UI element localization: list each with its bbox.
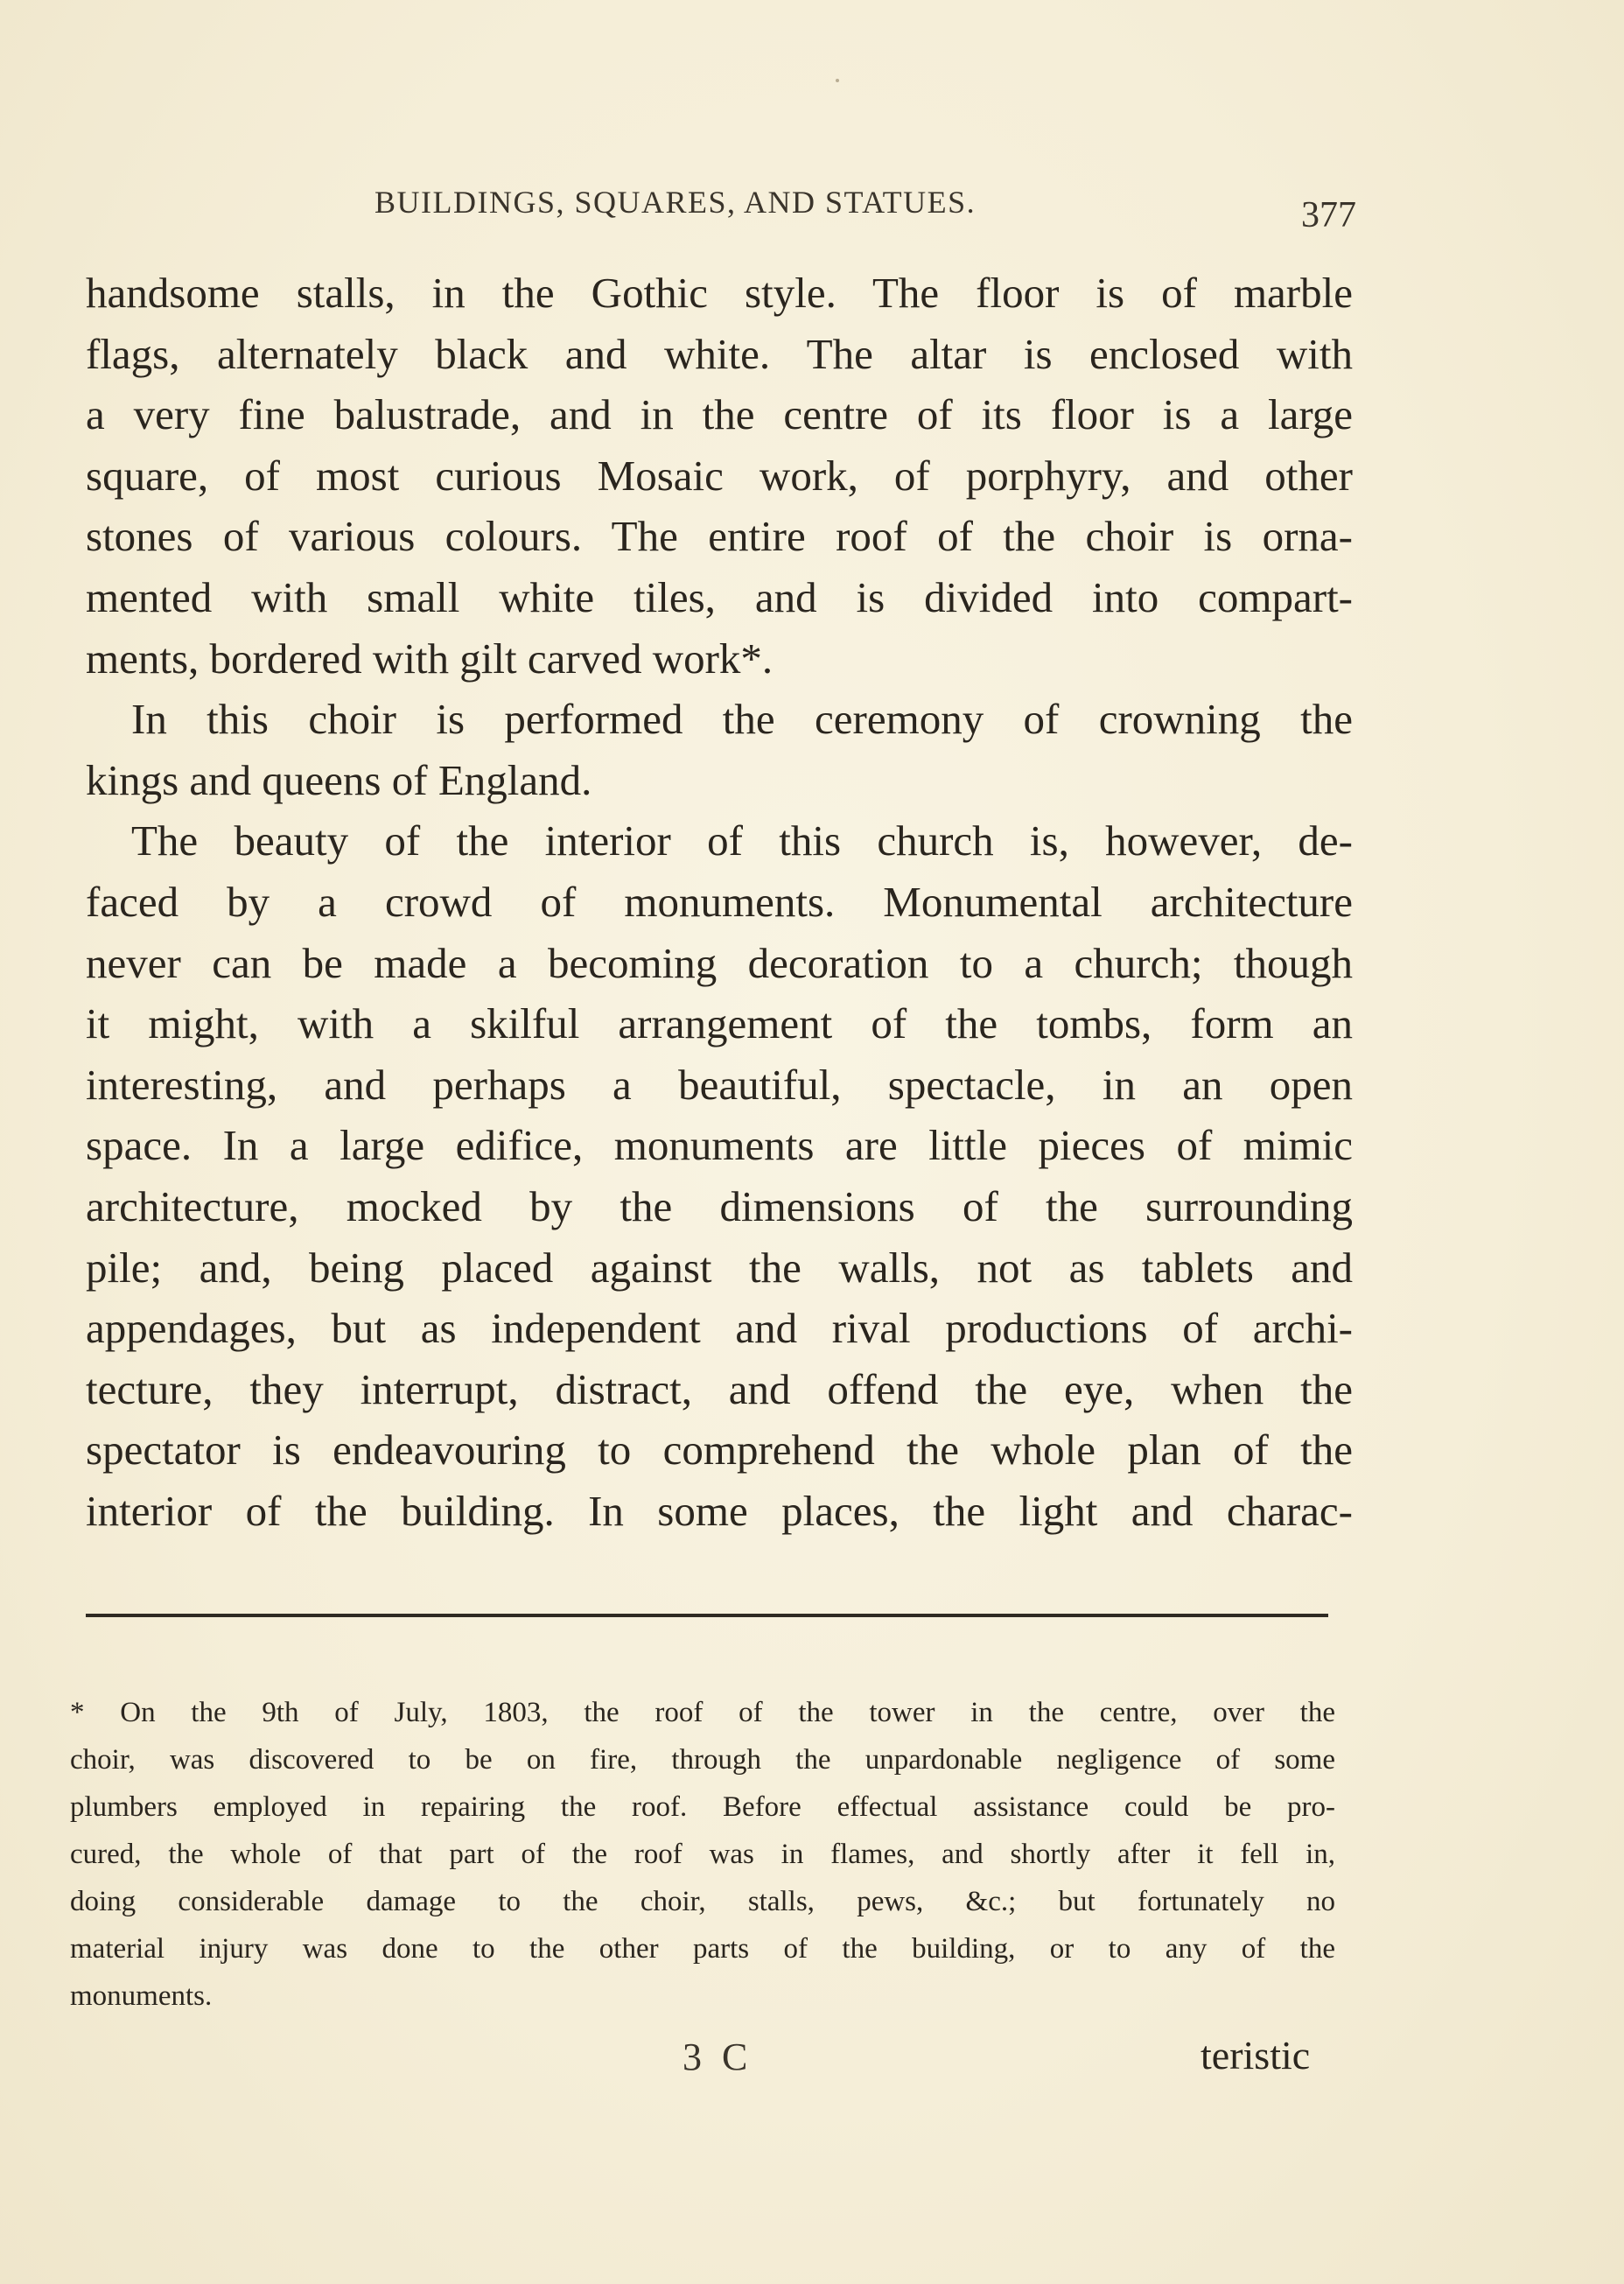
print-speck — [836, 79, 839, 82]
page-number: 377 — [1301, 195, 1356, 235]
text-line: tecture, they interrupt, distract, and offend the eye, when the — [86, 1364, 1353, 1413]
text-line: interior of the building. In some places, the light and charac- — [86, 1486, 1353, 1535]
footnote-line: choir, was discovered to be on fire, through the unpardonable negligence of some — [70, 1744, 1335, 1776]
footnote-line: plumbers employed in repairing the roof. Before effectual assistance could be pro- — [70, 1791, 1335, 1823]
text-line: mented with small white tiles, and is divided into compart- — [86, 572, 1353, 621]
footnote-line: cured, the whole of that part of the roof was in flames, and shortly after it fell in, — [70, 1839, 1335, 1870]
footnote — [70, 1689, 1335, 2020]
text-line: In this choir is performed the ceremony of crowning the — [131, 695, 1353, 744]
text-line: stones of various colours. The entire roof of the choir is orna- — [86, 512, 1353, 561]
text-line: ments, bordered with gilt carved work*. — [86, 634, 774, 683]
text-line: spectator is endeavouring to comprehend the whole plan of the — [86, 1426, 1353, 1475]
text-line: appendages, but as independent and rival productions of archi- — [86, 1304, 1353, 1353]
footnote-line: material injury was done to the other parts of the building, or to any of the — [70, 1933, 1335, 1965]
text-line: The beauty of the interior of this church is, however, de- — [131, 816, 1353, 865]
footnote-line: doing considerable damage to the choir, stalls, pews, &c.; but fortunately no — [70, 1886, 1335, 1917]
main-text — [86, 263, 1353, 1541]
text-line: kings and queens of England. — [86, 755, 592, 804]
text-line: it might, with a skilful arrangement of the tombs, form an — [86, 999, 1353, 1048]
text-line: a very fine balustrade, and in the centre of its floor is a large — [86, 390, 1353, 439]
text-line: never can be made a becoming decoration to a church; though — [86, 938, 1353, 987]
footnote-rule — [86, 1614, 1328, 1617]
text-line: flags, alternately black and white. The altar is enclosed with — [86, 329, 1353, 378]
footnote-line: * On the 9th of July, 1803, the roof of the tower in the centre, over the — [70, 1697, 1335, 1728]
footnote-line: monuments. — [70, 1980, 213, 2012]
catchword: teristic — [1200, 2033, 1311, 2077]
text-line: interesting, and perhaps a beautiful, spectacle, in an open — [86, 1060, 1353, 1109]
page-header — [86, 184, 1356, 236]
text-line: pile; and, being placed against the walls, not as tablets and — [86, 1243, 1353, 1292]
running-head: BUILDINGS, SQUARES, AND STATUES. — [374, 185, 976, 220]
text-line: space. In a large edifice, monuments are little pieces of mimic — [86, 1121, 1353, 1170]
text-line: handsome stalls, in the Gothic style. The floor is of marble — [86, 269, 1353, 317]
text-line: architecture, mocked by the dimensions of the surrounding — [86, 1181, 1353, 1230]
text-line: square, of most curious Mosaic work, of porphyry, and other — [86, 451, 1353, 500]
signature-mark: 3 C — [682, 2035, 753, 2078]
text-line: faced by a crowd of monuments. Monumental architecture — [86, 877, 1353, 926]
